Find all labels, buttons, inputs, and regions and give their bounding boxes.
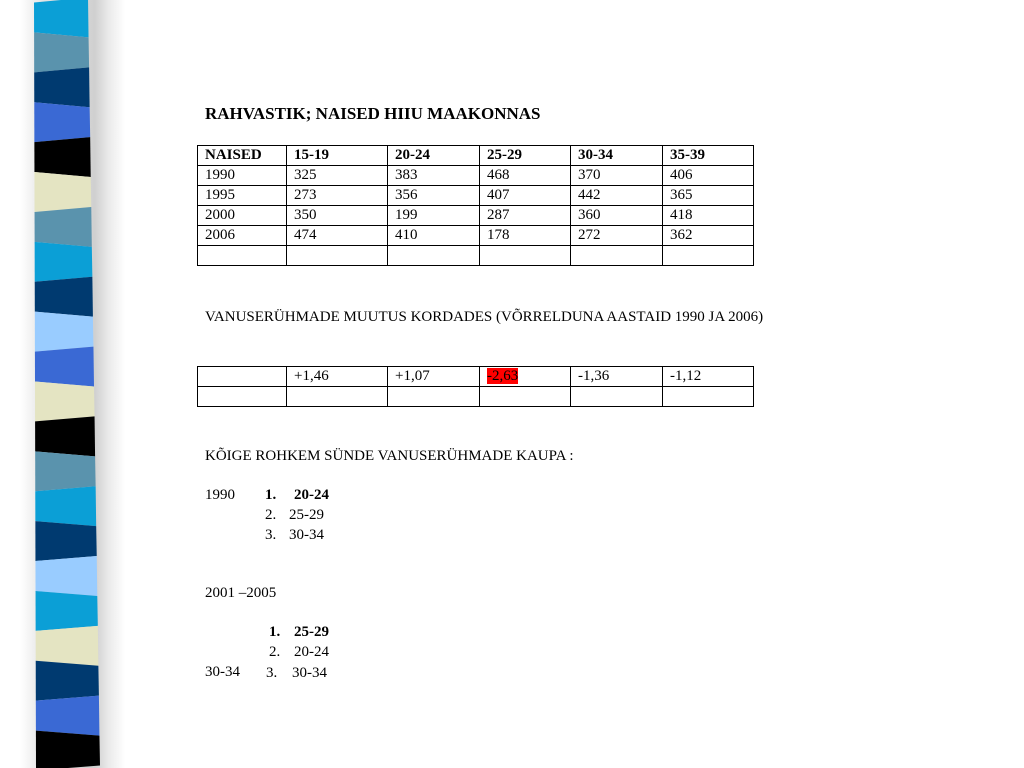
strip-band — [34, 102, 90, 142]
strip-band — [36, 626, 99, 666]
ranking-item-label: 30-34 — [292, 665, 327, 681]
table-row-empty — [198, 387, 754, 407]
strip-band — [35, 451, 95, 491]
table-cell: 418 — [663, 206, 754, 226]
strip-band — [36, 661, 99, 701]
strip-band — [35, 382, 95, 422]
table-cell — [388, 246, 480, 266]
table-cell: 410 — [388, 226, 480, 246]
strip-band — [34, 172, 91, 212]
header-cell: NAISED — [198, 146, 287, 166]
strip-band — [35, 242, 93, 282]
ranking-item-number: 1. — [265, 487, 277, 503]
population-table — [197, 145, 754, 266]
table-row — [198, 166, 754, 186]
header-cell: 30-34 — [571, 146, 663, 166]
ranking-item-label: 20-24 — [294, 487, 329, 503]
ranking-year-label: 2001 –2005 — [205, 585, 277, 601]
page-title: RAHVASTIK; NAISED HIIU MAAKONNAS — [205, 104, 541, 123]
strip-band — [34, 137, 90, 177]
strip-band — [35, 416, 95, 456]
header-cell: 25-29 — [480, 146, 571, 166]
header-cell: 15-19 — [287, 146, 388, 166]
table-cell — [663, 387, 754, 407]
strip-band — [36, 591, 98, 631]
table-cell: 370 — [571, 166, 663, 186]
table-row — [198, 367, 754, 387]
header-cell: 20-24 — [388, 146, 480, 166]
strip-band — [34, 67, 89, 107]
table-cell: 468 — [480, 166, 571, 186]
table-cell-highlighted — [480, 367, 571, 387]
strip-band — [35, 486, 96, 526]
table-cell — [571, 246, 663, 266]
table-cell — [571, 387, 663, 407]
table-cell: +1,46 — [287, 367, 388, 387]
table-cell: 2000 — [198, 206, 287, 226]
table-cell — [198, 387, 287, 407]
births-heading: KÕIGE ROHKEM SÜNDE VANUSERÜHMADE KAUPA : — [205, 448, 574, 464]
highlighted-value: -2,63 — [487, 368, 519, 384]
header-cell: 35-39 — [663, 146, 754, 166]
strip-band — [36, 731, 100, 768]
ranking-item-number: 2. — [265, 507, 277, 523]
table-header-row — [198, 146, 754, 166]
strip-band — [35, 312, 94, 352]
ranking-item-number: 3. — [265, 527, 277, 543]
table-cell: 350 — [287, 206, 388, 226]
table-cell — [287, 246, 388, 266]
table-cell — [663, 246, 754, 266]
table-row — [198, 226, 754, 246]
table-cell: 360 — [571, 206, 663, 226]
strip-band — [35, 277, 93, 317]
table-cell: 273 — [287, 186, 388, 206]
strip-band — [35, 207, 92, 247]
strip-band — [35, 521, 96, 561]
ranking-item-number: 1. — [269, 624, 281, 640]
table-cell — [287, 387, 388, 407]
strip-band — [36, 696, 100, 736]
table-cell: 1990 — [198, 166, 287, 186]
table-cell: 325 — [287, 166, 388, 186]
ranking-item-label: 20-24 — [294, 644, 329, 660]
ranking-item-label: 30-34 — [289, 527, 324, 543]
strip-band — [35, 347, 94, 387]
strip-band — [34, 0, 89, 37]
table-cell: 406 — [663, 166, 754, 186]
table-cell — [480, 387, 571, 407]
table-cell — [388, 387, 480, 407]
table-cell: 356 — [388, 186, 480, 206]
strip-band — [35, 556, 97, 596]
table-cell: 2006 — [198, 226, 287, 246]
table-cell — [198, 367, 287, 387]
table-cell: 365 — [663, 186, 754, 206]
table-cell: 287 — [480, 206, 571, 226]
table-cell: -1,36 — [571, 367, 663, 387]
change-table — [197, 366, 754, 407]
strip-band — [34, 32, 89, 72]
table-cell: 178 — [480, 226, 571, 246]
table-cell: 442 — [571, 186, 663, 206]
table-row — [198, 206, 754, 226]
table-cell: 272 — [571, 226, 663, 246]
change-heading: VANUSERÜHMADE MUUTUS KORDADES (VÕRRELDUNA AASTAID 1990 JA 2006) — [205, 309, 764, 325]
ranking-item-label: 25-29 — [294, 624, 329, 640]
ranking-item-label: 25-29 — [289, 507, 324, 523]
table-cell: 474 — [287, 226, 388, 246]
table-cell: 1995 — [198, 186, 287, 206]
table-cell — [198, 246, 287, 266]
ranking-item-number: 2. — [269, 644, 281, 660]
table-cell: -1,12 — [663, 367, 754, 387]
ranking-item-number: 3. — [266, 665, 278, 681]
table-cell: 383 — [388, 166, 480, 186]
decorative-left-strip — [0, 0, 120, 768]
table-row-empty — [198, 246, 754, 266]
ranking-side-label: 30-34 — [205, 664, 240, 680]
table-cell: 407 — [480, 186, 571, 206]
ranking-year-label: 1990 — [205, 487, 235, 503]
table-cell: 199 — [388, 206, 480, 226]
table-cell — [480, 246, 571, 266]
table-cell: +1,07 — [388, 367, 480, 387]
table-cell: 362 — [663, 226, 754, 246]
table-row — [198, 186, 754, 206]
